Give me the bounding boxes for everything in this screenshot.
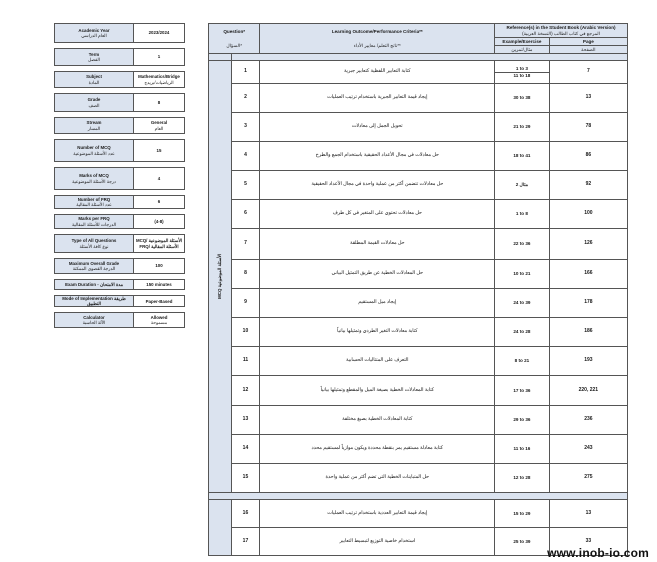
type-all-value-1: MCQ/ الأسئلة الموضوعية xyxy=(135,238,183,244)
learning-outcome: كتابة المعادلات الخطية بصيغ مختلفة xyxy=(260,406,495,435)
info-row-num-mcq: Number of MCQ عدد الأسئلة الموضوعية 15 xyxy=(55,140,185,162)
num-mcq-value: 15 xyxy=(134,140,185,162)
marks-frq-label: Marks per FRQ xyxy=(78,216,110,222)
question-number: 3 xyxy=(231,113,260,142)
example-exercise: 11 to 16 xyxy=(495,435,550,464)
academic-year-value: 2023/2024 xyxy=(134,24,185,43)
example-exercise: مثال 2 xyxy=(495,171,550,200)
learning-outcome: حل معادلات القيمة المطلقة xyxy=(260,229,495,260)
stream-value: General xyxy=(150,120,168,126)
num-mcq-label: Number of MCQ xyxy=(77,145,111,151)
question-number: 2 xyxy=(231,84,260,113)
question-number: 9 xyxy=(231,289,260,318)
question-group-label: MCQ الأسئلة الموضوعية xyxy=(217,254,223,299)
question-row xyxy=(209,347,628,376)
question-row xyxy=(209,464,628,493)
band-row xyxy=(209,54,628,61)
term-label: Term xyxy=(88,51,100,57)
reference-header: Reference(s) in the Student Book (Arabic Version) xyxy=(506,25,616,31)
example-exercise: 24 to 28 xyxy=(495,318,550,347)
example-exercise: 29 to 36 xyxy=(495,406,550,435)
info-row-stream: Stream المسار General العام xyxy=(55,118,185,134)
example-header-ar: مثال/تمرين xyxy=(495,46,550,54)
example-exercise: 24 to 39 xyxy=(495,289,550,318)
question-row xyxy=(209,61,628,84)
watermark: www.inob-io.com xyxy=(547,546,649,560)
band-row-2 xyxy=(209,493,628,500)
question-number: 4 xyxy=(231,142,260,171)
page-number: 193 xyxy=(549,347,627,376)
learning-outcome: كتابة المعادلات الخطية بصيغة الميل والمقطع وتمثيلها بيانياً xyxy=(260,376,495,406)
question-row xyxy=(209,84,628,113)
page-header: Page xyxy=(549,38,627,46)
info-row-grade: Grade الصف 8 xyxy=(55,94,185,112)
header-row-1: Question* السؤال* Learning Outcome/Performance Criteria** ناتج التعلم/ معايير الأداء** Reference(s) in the Student Book (Arabic Version) المرجع في كتاب الطالب (النسخة العربية) xyxy=(209,24,628,38)
learning-outcome: حل معادلات في مجال الأعداد الحقيقية باستخدام الجمع والطرح xyxy=(260,142,495,171)
num-frq-label: Number of FRQ xyxy=(77,196,111,202)
question-number: 1 xyxy=(231,61,260,84)
question-number: 10 xyxy=(231,318,260,347)
question-number: 5 xyxy=(231,171,260,200)
duration-label: Exam Duration - مدة الامتحان xyxy=(55,280,134,290)
page-number: 100 xyxy=(549,200,627,229)
example-exercise: 30 to 38 xyxy=(495,84,550,113)
page-number: 243 xyxy=(549,435,627,464)
learning-outcome: حل المتباينات الخطية التي تضم أكثر من عملية واحدة xyxy=(260,464,495,493)
learning-outcome: كتابة معادلة مستقيم يمر بنقطة محددة ويكون موازياً لمستقيم محدد xyxy=(260,435,495,464)
example-exercise: 15 to 29 xyxy=(495,500,550,528)
info-row-duration xyxy=(55,280,185,290)
question-group-cell xyxy=(209,61,232,493)
question-number: 12 xyxy=(231,376,260,406)
question-row xyxy=(209,435,628,464)
subject-value: Mathematics/Bridge xyxy=(138,74,180,80)
page-number: 86 xyxy=(549,142,627,171)
question-number: 11 xyxy=(231,347,260,376)
type-all-label: Type of All Questions xyxy=(71,238,117,244)
page-number: 33 xyxy=(549,528,627,556)
info-row-academic-year: Academic Year العام الدراسي 2023/2024 xyxy=(55,24,185,43)
term-value: 1 xyxy=(134,49,185,66)
learning-outcome: إيجاد قيمة التعابير العددية باستخدام ترتيب العمليات xyxy=(260,500,495,528)
marks-frq-value: (4-8) xyxy=(134,215,185,229)
learning-outcome: التعرف على المتتاليات الحسابية xyxy=(260,347,495,376)
mode-value: Paper-Based xyxy=(134,296,185,307)
example-exercise: 25 to 39 xyxy=(495,528,550,556)
grade-label: Grade xyxy=(87,97,101,103)
page-number: 166 xyxy=(549,260,627,289)
question-row xyxy=(209,200,628,229)
learning-outcome: كتابة معادلات التغير الطردي وتمثيلها بيانياً xyxy=(260,318,495,347)
max-grade-value: 100 xyxy=(134,259,185,274)
question-number: 16 xyxy=(231,500,260,528)
info-row-max-grade: Maximum Overall Grade الدرجة القصوى الممكنة 100 xyxy=(55,259,185,274)
learning-outcomes-table xyxy=(208,23,628,556)
learning-outcome: كتابة التعابير اللفظية كتعابير جبرية xyxy=(260,61,495,84)
example-exercise: 22 to 36 xyxy=(495,229,550,260)
page-number: 78 xyxy=(549,113,627,142)
info-row-calculator: Calculator الآلة الحاسبة Allowed مسموحة xyxy=(55,313,185,328)
marks-mcq-label: Marks of MCQ xyxy=(79,173,109,179)
question-row xyxy=(209,260,628,289)
page-number: 186 xyxy=(549,318,627,347)
learning-outcome: حل معادلات تتضمن أكثر من عملية واحدة في مجال الأعداد الحقيقية xyxy=(260,171,495,200)
page-number: 178 xyxy=(549,289,627,318)
exam-info-table xyxy=(54,23,185,328)
calculator-value: Allowed xyxy=(150,315,168,321)
example-exercise: 18 to 41 xyxy=(495,142,550,171)
question-number: 6 xyxy=(231,200,260,229)
max-grade-label: Maximum Overall Grade xyxy=(68,260,120,266)
learning-outcome-header: Learning Outcome/Performance Criteria** xyxy=(331,29,423,35)
example-exercise: 17 to 36 xyxy=(495,376,550,406)
question-group-cell xyxy=(209,500,232,556)
question-row xyxy=(209,142,628,171)
learning-outcome: حل معادلات تحتوي على المتغير في كل طرف xyxy=(260,200,495,229)
page-number: 236 xyxy=(549,406,627,435)
example-exercise: 8 to 21 xyxy=(495,347,550,376)
question-number: 7 xyxy=(231,229,260,260)
stream-label: Stream xyxy=(86,120,102,126)
page-number: 7 xyxy=(549,61,627,84)
learning-outcome: إيجاد ميل المستقيم xyxy=(260,289,495,318)
example-exercise: 1 to 8 xyxy=(495,200,550,229)
info-row-marks-frq: Marks per FRQ الدرجات للأسئلة المقالية (4-8) xyxy=(55,215,185,229)
example-header: Example/Exercise xyxy=(495,38,550,46)
question-row xyxy=(209,113,628,142)
question-row xyxy=(209,289,628,318)
question-number: 13 xyxy=(231,406,260,435)
num-frq-value: 6 xyxy=(134,196,185,209)
example-exercise: 1 to 3 11 to 18 xyxy=(495,61,550,84)
mode-label: Mode of Implementation xyxy=(62,296,113,301)
example-exercise: 21 to 29 xyxy=(495,113,550,142)
page-number: 13 xyxy=(549,84,627,113)
page-number: 13 xyxy=(549,500,627,528)
duration-value: 150 minutes xyxy=(134,280,185,290)
page-number: 92 xyxy=(549,171,627,200)
question-header: Question* xyxy=(223,29,246,35)
academic-year-label: Academic Year xyxy=(78,27,110,33)
info-row-term: Term الفصل 1 xyxy=(55,49,185,66)
question-row xyxy=(209,406,628,435)
learning-outcome: إيجاد قيمة التعابير الجبرية باستخدام ترتيب العمليات xyxy=(260,84,495,113)
type-all-value-2: FRQ/ الأسئلة المقالية xyxy=(139,243,179,249)
subject-label: Subject xyxy=(86,74,102,80)
info-row-subject: Subject المادة Mathematics/Bridge الرياضيات/بريدج xyxy=(55,72,185,88)
page-number: 126 xyxy=(549,229,627,260)
question-number: 17 xyxy=(231,528,260,556)
example-exercise: 10 to 21 xyxy=(495,260,550,289)
calculator-label: Calculator xyxy=(83,315,105,321)
learning-outcome: تحويل الجمل إلى معادلات xyxy=(260,113,495,142)
example-exercise: 12 to 28 xyxy=(495,464,550,493)
grade-value: 8 xyxy=(134,94,185,112)
marks-mcq-value: 4 xyxy=(134,168,185,190)
learning-outcome: استخدام خاصية التوزيع لتبسيط التعابير xyxy=(260,528,495,556)
info-row-num-frq: Number of FRQ عدد الأسئلة المقالية 6 xyxy=(55,196,185,209)
info-row-marks-mcq: Marks of MCQ درجة الأسئلة الموضوعية 4 xyxy=(55,168,185,190)
page-number: 220, 221 xyxy=(549,376,627,406)
info-row-type-all: Type of All Questions نوع كافة الأسئلة MCQ/ الأسئلة الموضوعية FRQ/ الأسئلة المقالية xyxy=(55,235,185,253)
question-number: 14 xyxy=(231,435,260,464)
page-header-ar: الصفحة xyxy=(549,46,627,54)
learning-outcome: حل المعادلات الخطية عن طريق التمثيل البياني xyxy=(260,260,495,289)
question-number: 15 xyxy=(231,464,260,493)
question-row xyxy=(209,171,628,200)
question-row xyxy=(209,500,628,528)
question-row xyxy=(209,376,628,406)
page-number: 275 xyxy=(549,464,627,493)
info-row-mode: Mode of Implementation طريقة التطبيق Paper-Based xyxy=(55,296,185,307)
question-row xyxy=(209,318,628,347)
question-row xyxy=(209,229,628,260)
question-number: 8 xyxy=(231,260,260,289)
